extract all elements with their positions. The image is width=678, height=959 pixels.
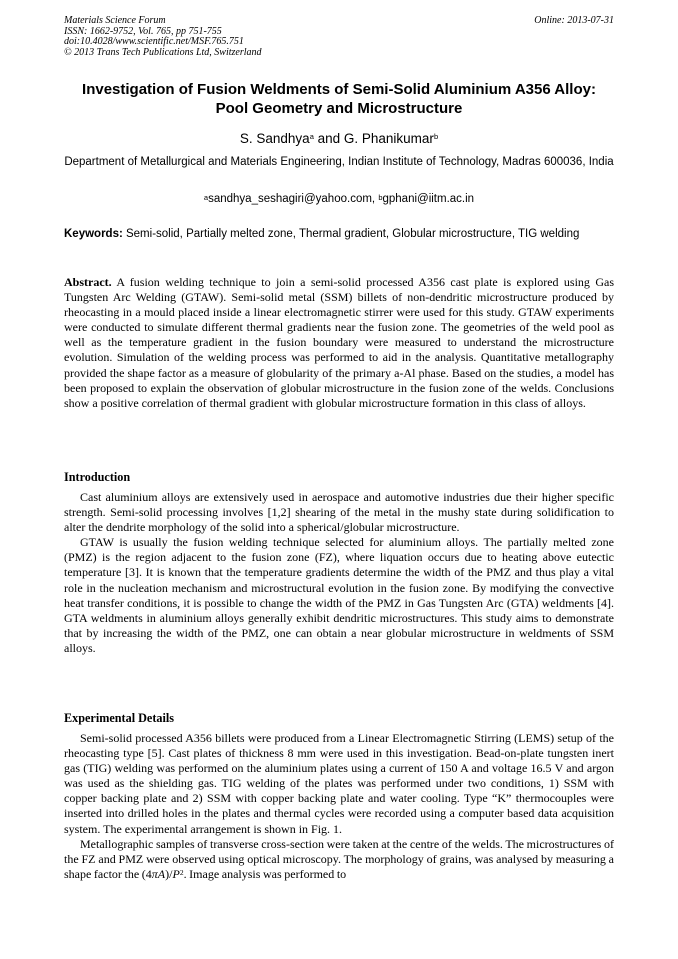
keywords-text: Semi-solid, Partially melted zone, Thermal gradient, Globular microstructure, TIG welding <box>122 228 580 240</box>
email-a-marker: a <box>203 193 209 202</box>
introduction-heading: Introduction <box>64 470 131 484</box>
author-conjunction: and <box>313 131 344 146</box>
formula-open: (4 <box>141 866 152 881</box>
email-a: sandhya_seshagiri@yahoo.com, <box>208 193 379 205</box>
author-emails <box>64 192 614 207</box>
author-2: G. Phanikumar <box>343 131 434 146</box>
formula-exponent: 2 <box>179 867 184 877</box>
abstract-label: Abstract. <box>64 275 112 289</box>
email-b: gphani@iitm.ac.in <box>382 193 475 205</box>
experimental-paragraph-2-end: . Image analysis was performed to <box>183 866 347 881</box>
author-1: S. Sandhya <box>239 131 310 146</box>
experimental-heading: Experimental Details <box>64 711 175 725</box>
title-line-1: Investigation of Fusion Weldments of Semi-Solid Aluminium A356 Alloy: <box>82 81 596 98</box>
formula-divide: )/ <box>165 866 173 881</box>
author-list <box>64 130 614 148</box>
abstract <box>64 275 614 411</box>
online-date: Online: 2013-07-31 <box>534 15 614 26</box>
experimental-paragraph-1: Semi-solid processed A356 billets were produced from a Linear Electromagnetic Stirring (LEMS) setup of the rheocasting type [5]. Cast plates of thickness 8 mm were used in this investigation. Bead-on-plate tungsten inert gas (TIG) welding was performed on the aluminium plates using a current of 150 A and voltage 16.5 V and argon was used as the shielding gas. TIG welding of the plates was performed under two conditions, 1) SSM with copper backing plate and 2) SSM with copper backing plate and water cooling. Type “K” thermocouples were inserted into drilled holes in the plates and thermal cycles were recorded using a computer based data acquisition system. The experimental arrangement is shown in Fig. 1. <box>64 731 614 836</box>
keywords <box>64 227 614 242</box>
author-2-marker: b <box>433 132 439 141</box>
email-b-marker: b <box>378 193 383 202</box>
experimental-section <box>64 731 614 882</box>
formula-area: A <box>157 866 166 881</box>
keywords-label: Keywords: <box>64 228 123 240</box>
introduction-section <box>64 490 614 656</box>
journal-name: Materials Science Forum <box>64 15 166 26</box>
author-1-marker: a <box>309 132 314 141</box>
issn-line: ISSN: 1662-9752, Vol. 765, pp 751-755 <box>64 25 222 37</box>
affiliation: Department of Metallurgical and Materials Engineering, Indian Institute of Technology, Madras 600036, India <box>64 156 614 168</box>
copyright-line: © 2013 Trans Tech Publications Ltd, Switzerland <box>64 46 262 58</box>
introduction-paragraph-1: Cast aluminium alloys are extensively used in aerospace and automotive industries due their higher specific strength. Semi-solid processing involves [1,2] shearing of the metal in the mushy state during solidification to alter the dendrite morphology of the solid into a spherical/globular microstructure. <box>64 490 614 535</box>
abstract-text: A fusion welding technique to join a semi-solid processed A356 cast plate is explored using Gas Tungsten Arc Welding (GTAW). Semi-solid metal (SSM) billets of non-dendritic microstructure produced by rheocasting in a mould placed inside a linear electromagnetic stirrer were used for this study. GTAW experiments were conducted to simulate different thermal gradients near the fusion zone. The geometries of the weld pool as well as the temperature gradient in the fusion boundary were measured to understand the microstructure evolution. Simulation of the welding process was performed to aid in the analysis. Quantitative metallography provided the shape factor as a measure of globularity of the primary a-Al phase. Based on the studies, a model has been proposed to explain the observation of globular microstructure in the fusion zone of the welds. Conclusions show a positive correlation of thermal gradient with globular microstructure formation in this class of alloys. <box>64 275 614 410</box>
title-line-2: Pool Geometry and Microstructure <box>215 100 463 117</box>
shape-factor-formula <box>142 867 184 881</box>
formula-pi: π <box>151 866 158 881</box>
experimental-paragraph-2-start: Metallographic samples of transverse cross-section were taken at the centre of the welds. The microstructures of the FZ and PMZ were observed using optical microscopy. The morphology of grains, was analysed by measuring a shape factor the <box>64 836 614 881</box>
journal-header <box>64 16 614 58</box>
introduction-paragraph-2: GTAW is usually the fusion welding technique selected for aluminium alloys. The partially melted zone (PMZ) is the region adjacent to the fusion zone (FZ), where liquation occurs due to heating above eutectic temperature [3]. It is known that the temperature gradients determine the width of the PMZ and thus play a vital role in the nucleation mechanism and microstructural evolution in the fusion zone. By modifying the convective heat transfer conditions, it is possible to change the width of the PMZ in Gas Tungsten Arc (GTA) weldments [4]. GTA weldments in aluminium alloys generally exhibit dendritic microstructures. This study aims to demonstrate that by increasing the width of the PMZ, one can obtain a near globular microstructure in weldments of SSM alloys. <box>64 535 614 655</box>
experimental-paragraph-2 <box>64 837 614 882</box>
paper-title <box>50 80 628 118</box>
doi-line: doi:10.4028/www.scientific.net/MSF.765.751 <box>64 36 244 48</box>
formula-perimeter: P <box>172 866 180 881</box>
